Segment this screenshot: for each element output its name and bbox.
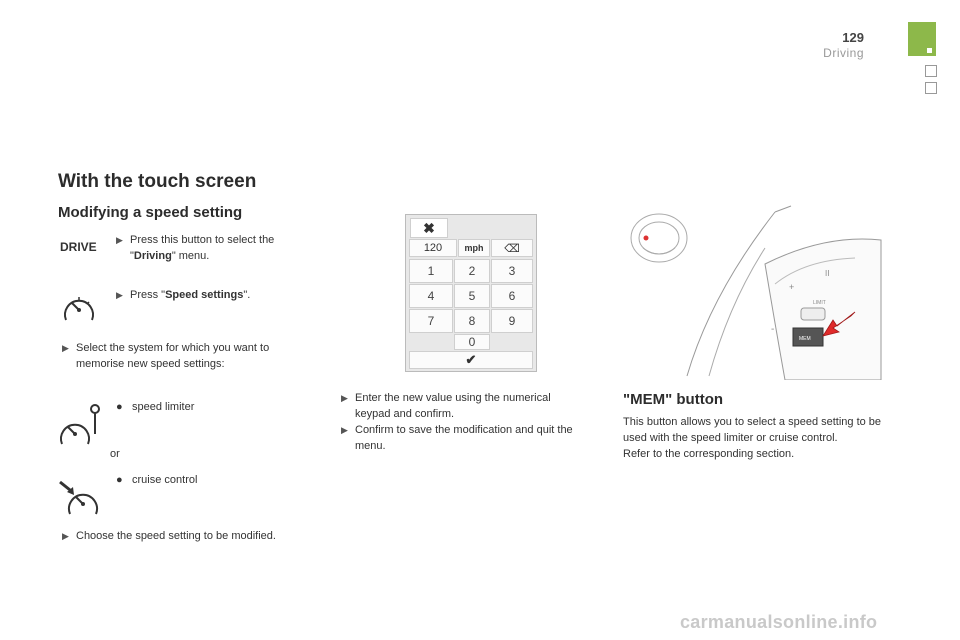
speed-limiter-icon xyxy=(58,402,104,448)
digit-4: 4 xyxy=(427,289,435,303)
step-select-driving xyxy=(116,232,311,264)
step-choose-setting xyxy=(62,528,322,544)
close-key[interactable] xyxy=(410,218,448,238)
step1-bold: Driving xyxy=(133,250,172,262)
chapter-tab-empty-1[interactable] xyxy=(925,65,937,77)
step6-text: Confirm to save the modification and quit the menu. xyxy=(355,424,573,452)
step1-quote: " xyxy=(130,250,134,262)
mem-section-title: "MEM" button xyxy=(623,391,724,408)
svg-text:-: - xyxy=(771,324,775,335)
steering-wheel-illustration xyxy=(625,204,887,380)
digit-9: 9 xyxy=(508,314,516,328)
watermark: carmanualsonline.info xyxy=(680,612,878,632)
step2-bold: Speed settings xyxy=(165,289,244,301)
confirm-key[interactable] xyxy=(409,351,533,369)
chapter-title: Driving xyxy=(823,46,864,60)
arrow-icon: ▶ xyxy=(116,290,123,300)
step3-text: Select the system for which you want to memorise new speed settings: xyxy=(76,342,270,370)
digit-7: 7 xyxy=(427,314,435,328)
digit-0: 0 xyxy=(468,335,476,349)
digit-1: 1 xyxy=(427,264,435,278)
page-number: 129 xyxy=(842,30,864,45)
digit-key-0[interactable] xyxy=(454,334,490,350)
arrow-icon: ▶ xyxy=(116,235,123,245)
mem-description xyxy=(623,414,893,462)
step2-prefix: Press " xyxy=(130,289,166,301)
backspace-key[interactable] xyxy=(491,239,533,257)
option-cruise-control: ● cruise control xyxy=(116,474,198,486)
step1-prefix: Press this button to select the xyxy=(130,234,275,246)
step2-suffix: ". xyxy=(243,289,251,301)
digit-2: 2 xyxy=(468,264,476,278)
speed-limiter-label: speed limiter xyxy=(132,401,195,413)
mem-button-label: MEM xyxy=(799,336,811,342)
digit-key-9[interactable] xyxy=(491,309,533,333)
backspace-icon: ⌫ xyxy=(504,242,520,255)
svg-text:II: II xyxy=(825,269,830,278)
chapter-tab-empty-2[interactable] xyxy=(925,82,937,94)
step-select-system xyxy=(62,340,312,372)
digit-3: 3 xyxy=(508,264,516,278)
or-label: or xyxy=(110,448,120,460)
section-title: With the touch screen xyxy=(58,171,257,192)
chapter-tab-marker xyxy=(927,48,932,53)
digit-key-8[interactable] xyxy=(454,309,490,333)
speedometer-icon xyxy=(62,294,96,324)
arrow-icon: ▶ xyxy=(62,531,69,541)
digit-key-5[interactable] xyxy=(454,284,490,308)
cruise-control-icon xyxy=(58,478,100,518)
mem-text-2: Refer to the corresponding section. xyxy=(623,448,795,460)
close-icon: ✖ xyxy=(423,219,435,236)
steering-wheel-thumbnail xyxy=(631,214,687,262)
digit-key-6[interactable] xyxy=(491,284,533,308)
unit-text: mph xyxy=(464,243,484,253)
digit-key-7[interactable] xyxy=(409,309,453,333)
cruise-control-label: cruise control xyxy=(132,474,198,486)
digit-key-1[interactable] xyxy=(409,259,453,283)
limit-label: LIMIT xyxy=(813,300,826,306)
arrow-icon: ▶ xyxy=(341,393,348,403)
drive-button-label: DRIVE xyxy=(60,240,97,254)
step-confirm-save xyxy=(341,422,596,454)
unit-button[interactable] xyxy=(458,239,490,257)
digit-key-3[interactable] xyxy=(491,259,533,283)
digit-8: 8 xyxy=(468,314,476,328)
step-enter-value xyxy=(341,390,596,422)
digit-key-2[interactable] xyxy=(454,259,490,283)
step4-text: Choose the speed setting to be modified. xyxy=(76,530,276,542)
svg-text:+: + xyxy=(789,282,795,292)
arrow-icon: ▶ xyxy=(341,425,348,435)
option-speed-limiter: ● speed limiter xyxy=(116,401,195,413)
step5-text: Enter the new value using the numerical keypad and confirm. xyxy=(355,392,551,420)
mem-text-1: This button allows you to select a speed setting to be used with the speed limiter or cruise control. xyxy=(623,416,882,444)
step-speed-settings xyxy=(116,287,311,303)
digit-key-4[interactable] xyxy=(409,284,453,308)
value-text: 120 xyxy=(423,242,443,254)
value-display xyxy=(409,239,457,257)
checkmark-icon: ✔ xyxy=(465,352,477,367)
digit-6: 6 xyxy=(508,289,516,303)
keypad-screen xyxy=(405,214,537,372)
subsection-title: Modifying a speed setting xyxy=(58,204,243,221)
step1-suffix: " menu. xyxy=(171,250,210,262)
arrow-icon: ▶ xyxy=(62,343,69,353)
digit-5: 5 xyxy=(468,289,476,303)
